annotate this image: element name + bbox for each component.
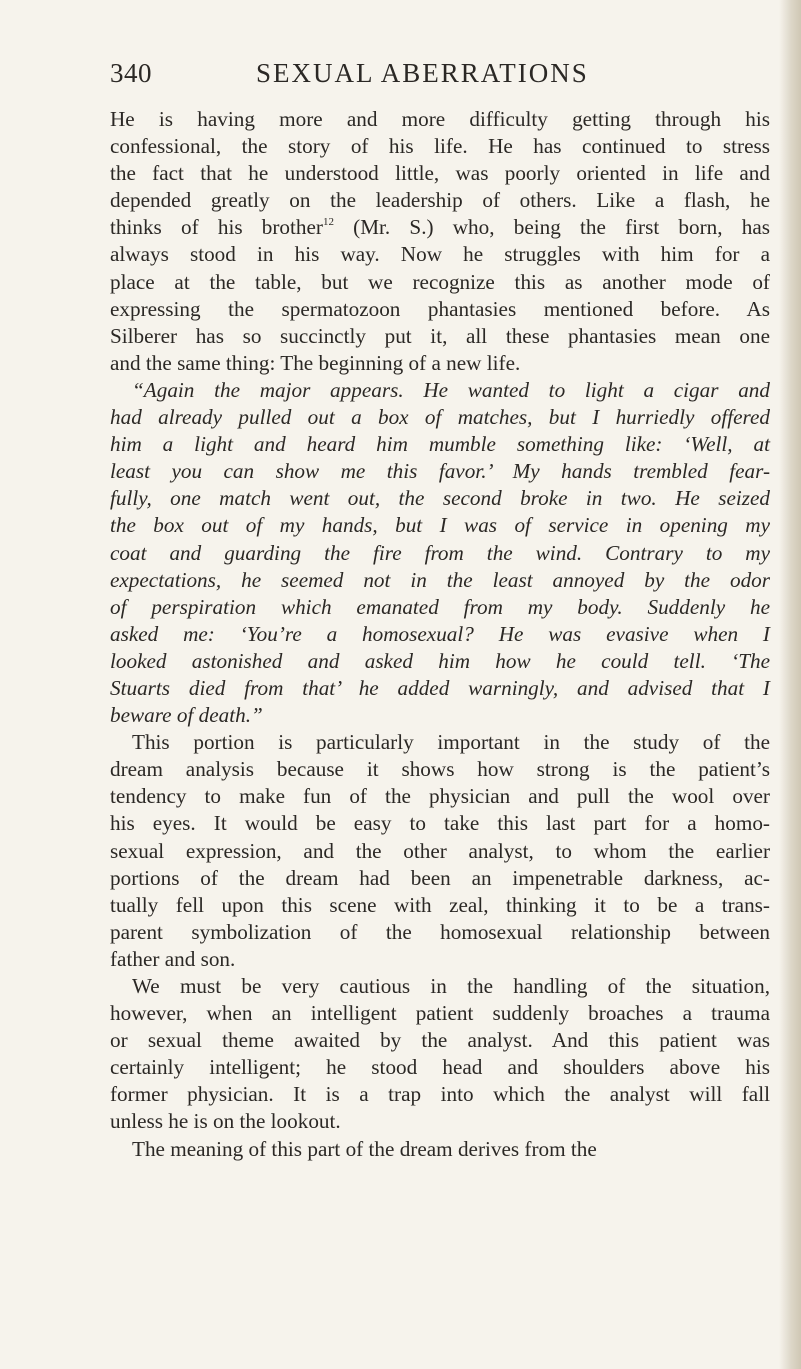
text-line: coat and guarding the fire from the wind. Contrary to my — [110, 540, 770, 565]
text-line: parent symbolization of the homosexual relationship between — [110, 919, 770, 944]
text-line: sexual expression, and the other analyst, to whom the earlier — [110, 838, 770, 863]
text-line: father and son. — [110, 946, 236, 971]
dream-quote-paragraph — [110, 377, 770, 729]
text-line: dream analysis because it shows how strong is the patient’s — [110, 757, 770, 782]
text-line: least you can show me this favor.’ My hands trembled fear- — [110, 459, 770, 484]
text-line: This portion is particularly important in the study of the — [132, 730, 770, 755]
body-text — [110, 106, 770, 1163]
text-line: had already pulled out a box of matches, but I hurriedly offered — [110, 405, 770, 430]
page-edge-shadow — [779, 0, 801, 1369]
text-line: former physician. It is a trap into which the analyst will fall — [110, 1082, 770, 1107]
text-line: “Again the major appears. He wanted to light a cigar and — [132, 377, 770, 402]
text-line: We must be very cautious in the handling of the situation, — [132, 974, 770, 998]
paragraph — [110, 1136, 770, 1163]
text-line: place at the table, but we recognize this as another mode of — [110, 269, 770, 294]
text-line: portions of the dream had been an impenetrable darkness, ac- — [110, 865, 770, 890]
page-number: 340 — [110, 58, 152, 88]
text-line: tendency to make fun of the physician and pull the wool over — [110, 784, 770, 809]
text-line: depended greatly on the leadership of others. Like a flash, he — [110, 188, 770, 213]
text-line: tually fell upon this scene with zeal, thinking it to be a trans- — [110, 892, 770, 917]
text-line: or sexual theme awaited by the analyst. And this patient was — [110, 1028, 770, 1053]
footnote-marker: 12 — [322, 216, 334, 229]
paragraph — [110, 973, 770, 1136]
text-line: beware of death.” — [110, 703, 263, 728]
text-segment: thinks of his brother — [110, 215, 323, 240]
text-line: and the same thing: The beginning of a new life. — [110, 350, 521, 375]
text-line: certainly intelligent; he stood head and shoulders above his — [110, 1055, 770, 1080]
text-line: The meaning of this part of the dream derives from the — [132, 1136, 597, 1161]
text-line: looked astonished and asked him how he could tell. ‘The — [110, 648, 770, 673]
text-line: always stood in his way. Now he struggles with him for a — [110, 242, 770, 267]
paragraph — [110, 729, 770, 973]
text-line: fully, one match went out, the second broke in two. He seized — [110, 486, 770, 511]
text-line: expectations, he seemed not in the least annoyed by the odor — [110, 567, 770, 592]
text-segment: (Mr. S.) who, being the first born, has — [333, 215, 770, 240]
text-line: Silberer has so succinctly put it, all these phantasies mean one — [110, 323, 770, 348]
text-line — [110, 214, 770, 241]
text-line: him a light and heard him mumble something like: ‘Well, at — [110, 432, 770, 457]
text-line: his eyes. It would be easy to take this last part for a homo- — [110, 811, 770, 836]
text-line: asked me: ‘You’re a homosexual? He was evasive when I — [110, 621, 770, 646]
text-line: Stuarts died from that’ he added warningly, and advised that I — [110, 675, 770, 700]
text-line: the fact that he understood little, was poorly oriented in life and — [110, 161, 770, 186]
text-line: unless he is on the lookout. — [110, 1109, 341, 1134]
text-line: confessional, the story of his life. He has continued to stress — [110, 134, 770, 159]
text-line: He is having more and more difficulty getting through his — [110, 107, 770, 131]
running-head: SEXUAL ABERRATIONS — [256, 58, 589, 88]
page-header — [110, 58, 770, 98]
text-line: however, when an intelligent patient suddenly broaches a trauma — [110, 1001, 770, 1026]
text-line: expressing the spermatozoon phantasies mentioned before. As — [110, 296, 770, 321]
text-line: of perspiration which emanated from my body. Suddenly he — [110, 594, 770, 619]
text-line: the box out of my hands, but I was of service in opening my — [110, 513, 770, 538]
paragraph — [110, 106, 770, 377]
